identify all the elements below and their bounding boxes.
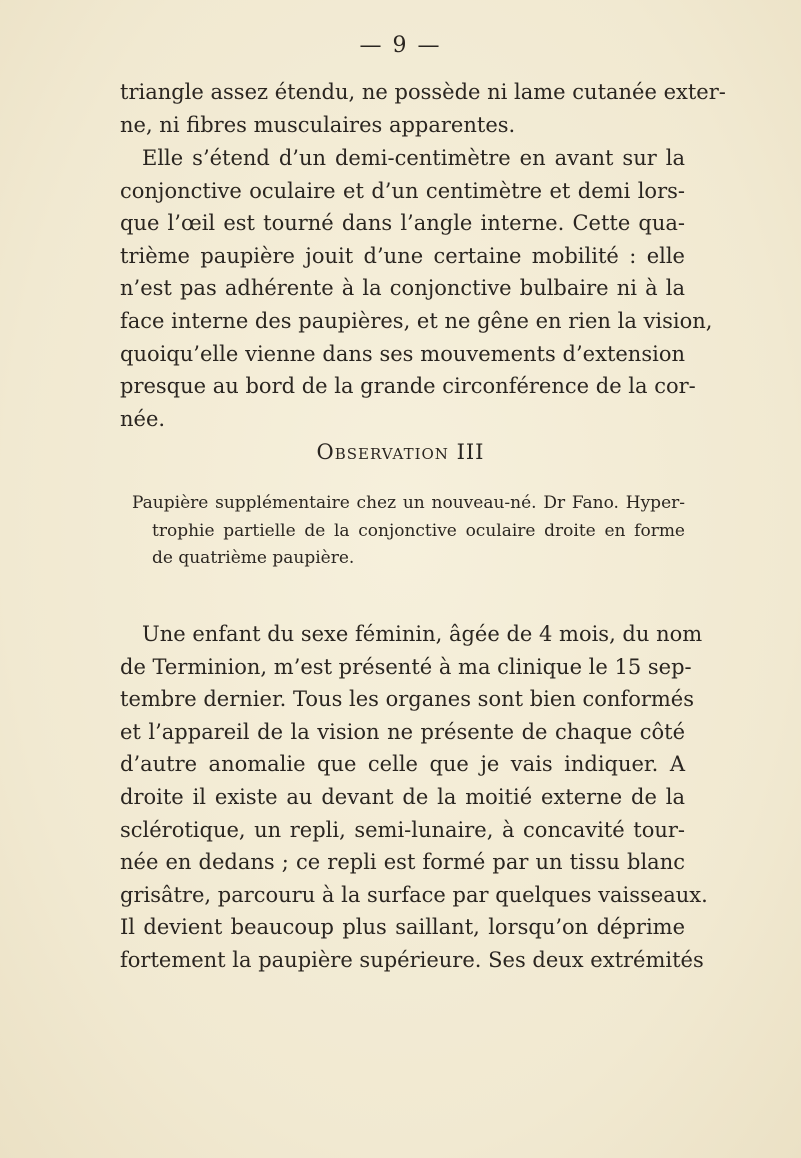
text-line: que l’œil est tourné dans l’angle interne. Cette qua- <box>120 211 685 236</box>
text-line: quoiqu’elle vienne dans ses mouvements d’extension <box>120 341 685 366</box>
text-line: Elle s’étend d’un demi-centimètre en avant sur la <box>142 146 685 170</box>
text-line: de Terminion, m’est présenté à ma clinique le 15 sep- <box>120 654 692 679</box>
text-line: tembre dernier. Tous les organes sont bien conformés <box>120 687 695 712</box>
observation-summary <box>132 490 685 573</box>
text-line: presque au bord de la grande circonférence de la cor- <box>120 374 696 399</box>
text-line: et l’appareil de la vision ne présente de chaque côté <box>120 719 685 744</box>
summary-line: Paupière supplémentaire chez un nouveau-né. Dr Fano. Hyper- <box>132 493 685 513</box>
text-line: sclérotique, un repli, semi-lunaire, à concavité tour- <box>120 817 685 842</box>
text-line: conjonctive oculaire et d’un centimètre et demi lors- <box>120 178 685 203</box>
paragraph-3 <box>120 618 708 977</box>
text-line: Une enfant du sexe féminin, âgée de 4 mois, du nom <box>142 622 703 646</box>
text-line: fortement la paupière supérieure. Ses deux extrémités <box>120 947 704 972</box>
text-line: face interne des paupières, et ne gêne en rien la vision, <box>120 308 713 333</box>
summary-line: trophie partielle de la conjonctive oculaire droite en forme <box>152 520 685 541</box>
text-line: née. <box>120 406 166 431</box>
text-line: Il devient beaucoup plus saillant, lorsqu’on déprime <box>120 915 685 940</box>
summary-line: de quatrième paupière. <box>152 548 355 568</box>
text-line: d’autre anomalie que celle que je vais indiquer. A <box>120 752 685 777</box>
text-line: ne, ni fibres musculaires apparentes. <box>120 112 516 137</box>
paragraph-1 <box>120 76 726 141</box>
page-number: — 9 — <box>359 33 442 58</box>
text-line: droite il existe au devant de la moitié externe de la <box>120 784 685 809</box>
text-line: grisâtre, parcouru à la surface par quelques vaisseaux. <box>120 882 708 907</box>
observation-heading: Observation III <box>316 440 485 464</box>
text-line: n’est pas adhérente à la conjonctive bulbaire ni à la <box>120 276 685 301</box>
paragraph-2 <box>120 142 713 435</box>
text-line: trième paupière jouit d’une certaine mobilité : elle <box>120 243 685 268</box>
text-line: triangle assez étendu, ne possède ni lame cutanée exter- <box>120 80 726 104</box>
text-line: née en dedans ; ce repli est formé par un tissu blanc <box>120 850 685 875</box>
